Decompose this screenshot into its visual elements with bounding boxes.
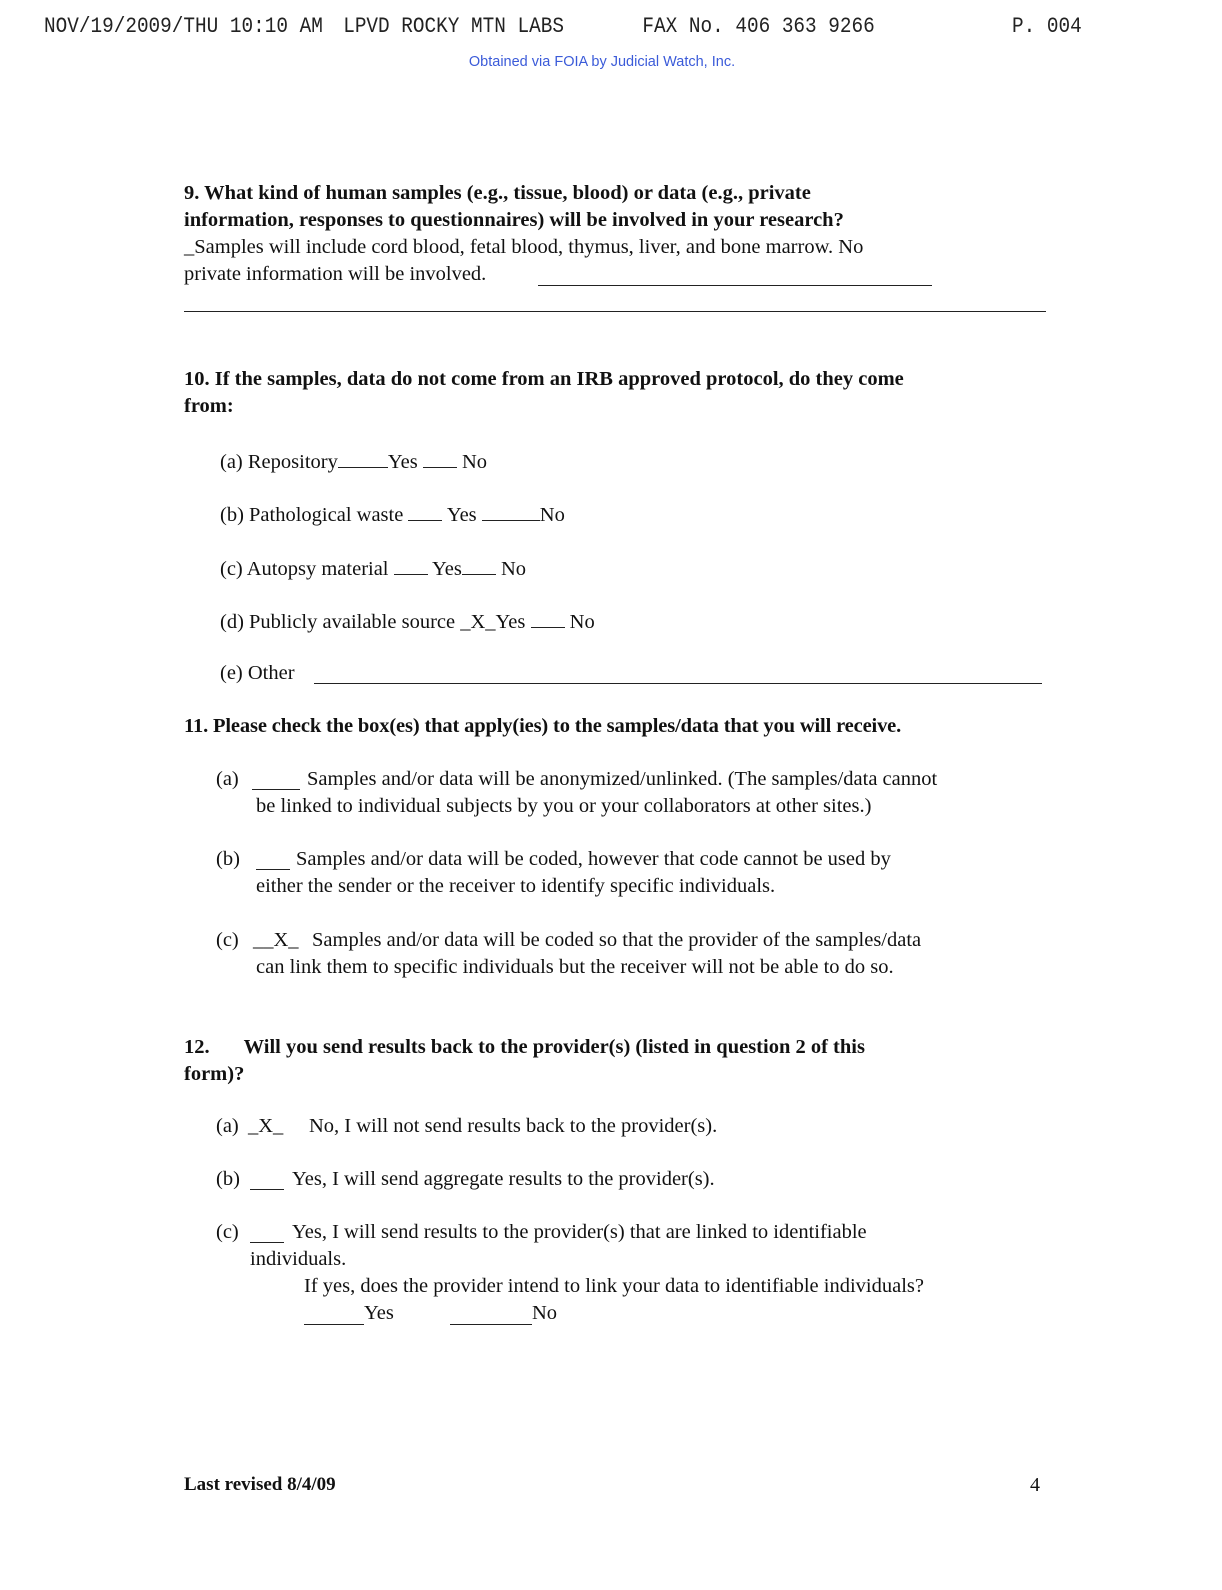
q12-question-line2: form)? [184, 1063, 245, 1085]
q10-option-a [220, 447, 487, 476]
q10-c-yes-blank [394, 554, 428, 575]
q12-c-line1: Yes, I will send results to the provider(s) that are linked to identifiable [292, 1221, 867, 1243]
q10-a-no: No [461, 451, 488, 473]
q11-a-line1: Samples and/or data will be anonymized/unlinked. (The samples/data cannot [307, 768, 938, 790]
q10-option-d [220, 607, 595, 636]
q10-question-line1: 10. If the samples, data do not come from an IRB approved protocol, do they come [184, 368, 904, 390]
q9-answer-line2: private information will be involved. [184, 263, 487, 285]
q12-question-line1: Will you send results back to the provider(s) (listed in question 2 of this [243, 1036, 865, 1058]
q12-followup-yes-blank [304, 1324, 364, 1325]
q10-d-yes: Yes [495, 611, 526, 633]
q10-a-yes-blank [338, 447, 388, 468]
q9-answer-line1: _Samples will include cord blood, fetal blood, thymus, liver, and bone marrow. No [184, 236, 864, 258]
q10-c-yes: Yes [432, 558, 462, 580]
q11-b-line1: Samples and/or data will be coded, however that code cannot be used by [296, 848, 891, 870]
q10-d-label: (d) Publicly available source [220, 611, 456, 633]
q12-followup-no: No [532, 1302, 558, 1324]
q12-b-blank [250, 1189, 284, 1190]
foia-watermark: Obtained via FOIA by Judicial Watch, Inc. [468, 54, 736, 70]
page-number: 4 [1030, 1474, 1040, 1496]
q10-a-yes: Yes [387, 451, 418, 473]
q11-c-label: (c) [216, 929, 239, 951]
q11-c-line1: Samples and/or data will be coded so that the provider of the samples/data [312, 929, 922, 951]
q10-c-no: No [500, 558, 527, 580]
q11-a-line2: be linked to individual subjects by you or your collaborators at other sites.) [256, 795, 872, 817]
q10-option-e [220, 660, 295, 687]
q10-b-yes: Yes [446, 504, 477, 526]
q10-a-label: (a) Repository [220, 451, 338, 473]
q10-d-no: No [569, 611, 595, 633]
q11-b-blank [256, 869, 290, 870]
q12-c-blank [250, 1242, 284, 1243]
q10-b-label: (b) Pathological waste [220, 504, 404, 526]
q12-a-text: No, I will not send results back to the provider(s). [309, 1115, 718, 1137]
fax-sender: LPVD ROCKY MTN LABS [343, 14, 564, 39]
q12-c-label: (c) [216, 1221, 239, 1243]
last-revised: Last revised 8/4/09 [184, 1474, 336, 1495]
q11-c-line2: can link them to specific individuals but the receiver will not be able to do so. [256, 956, 894, 978]
q12-question [184, 1034, 1054, 1088]
q12-a-mark: _X_ [248, 1115, 284, 1137]
q10-b-yes-blank [408, 500, 442, 521]
q11-a-blank [252, 789, 300, 790]
q10-c-label: (c) Autopsy material [220, 558, 389, 580]
q11-b-label: (b) [216, 848, 240, 870]
q12-a-label: (a) [216, 1115, 239, 1137]
q12-number: 12. [184, 1036, 210, 1058]
q10-a-no-blank [423, 447, 457, 468]
q12-b-label: (b) [216, 1168, 240, 1190]
q10-option-b [220, 500, 565, 529]
q10-b-no: No [539, 504, 565, 526]
q11-b-line2: either the sender or the receiver to identify specific individuals. [256, 875, 776, 897]
q10-e-blank [314, 683, 1042, 684]
q11-a-label: (a) [216, 768, 239, 790]
q12-c-line2: individuals. [250, 1248, 347, 1270]
q10-e-label: (e) Other [220, 662, 295, 684]
q12-followup-no-blank [450, 1324, 532, 1325]
q10-d-mark: _X_ [460, 611, 496, 633]
q9-question [184, 180, 1054, 234]
q12-followup: If yes, does the provider intend to link your data to identifiable individuals? [304, 1275, 924, 1297]
q10-question-line2: from: [184, 395, 234, 417]
q9-question-line1: 9. What kind of human samples (e.g., tissue, blood) or data (e.g., private [184, 182, 811, 204]
q10-option-c [220, 554, 526, 583]
q11-question: 11. Please check the box(es) that apply(ies) to the samples/data that you will receive. [184, 715, 902, 737]
q10-b-no-blank [482, 500, 540, 521]
q9-answer-rule [184, 311, 1046, 312]
q12-b-text: Yes, I will send aggregate results to the provider(s). [292, 1168, 715, 1190]
q12-followup-yes: Yes [364, 1302, 394, 1324]
fax-page-number: P. 004 [1012, 14, 1082, 39]
q11-c-mark: __X_ [253, 929, 299, 951]
fax-date-time: NOV/19/2009/THU 10:10 AM [44, 14, 323, 39]
q10-question [184, 366, 1054, 420]
q9-answer-blank [538, 285, 932, 286]
fax-number: FAX No. 406 363 9266 [642, 14, 875, 39]
q10-d-no-blank [531, 607, 565, 628]
q9-question-line2: information, responses to questionnaires) will be involved in your research? [184, 209, 844, 231]
q10-c-no-blank [462, 554, 496, 575]
